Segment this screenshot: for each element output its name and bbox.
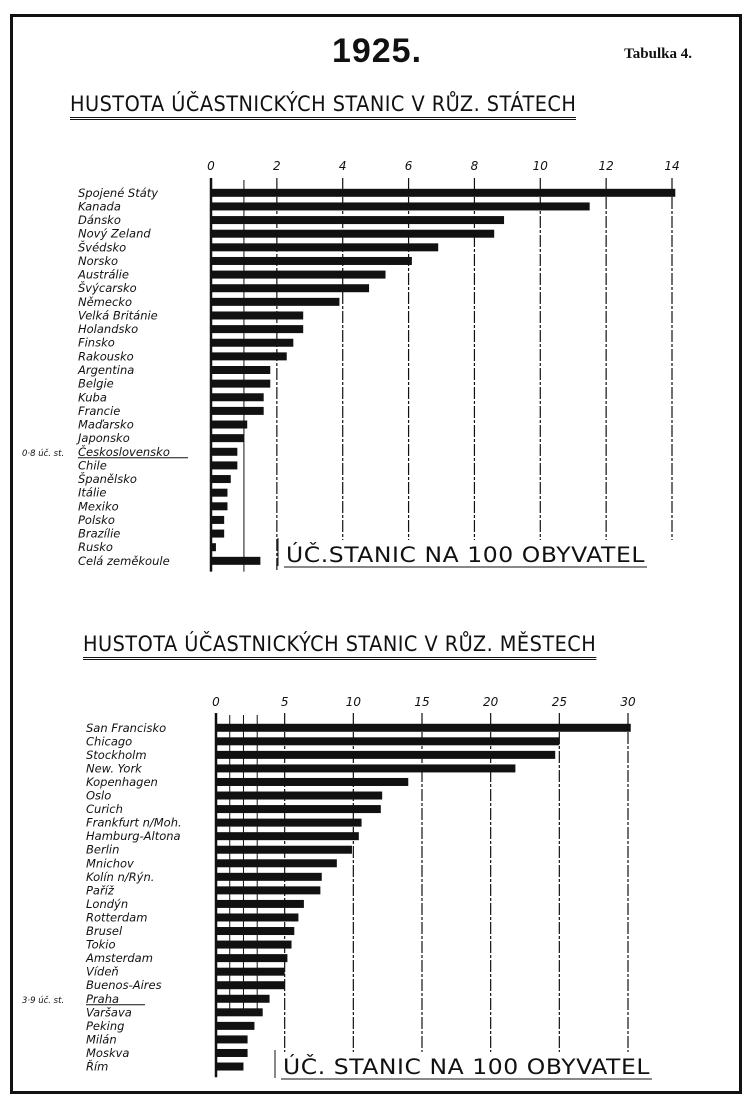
bar — [211, 325, 303, 333]
category-label: Londýn — [86, 896, 129, 911]
category-label: Rotterdam — [86, 910, 148, 925]
category-label: Maďarsko — [78, 417, 134, 432]
bar — [211, 543, 216, 551]
bar — [211, 230, 494, 238]
category-label: Holandsko — [78, 322, 139, 337]
category-label: Kopenhagen — [86, 774, 158, 789]
bar — [216, 873, 322, 881]
category-label: Velká Británie — [78, 308, 158, 323]
bar — [211, 366, 270, 374]
tick-label: 14 — [664, 159, 680, 173]
tick-label: 10 — [345, 695, 361, 709]
category-label: Stockholm — [86, 747, 147, 762]
bar — [211, 202, 590, 210]
bar — [216, 1008, 263, 1016]
bar — [211, 407, 264, 415]
bar — [216, 859, 337, 867]
bar — [216, 1049, 248, 1057]
bar — [211, 434, 244, 442]
bar — [216, 900, 304, 908]
bar — [216, 954, 287, 962]
bar — [216, 886, 320, 894]
bar — [211, 257, 412, 265]
chart-title-cities: HUSTOTA ÚČASTNICKÝCH STANIC V RŮZ. MĚSTECH — [83, 632, 596, 660]
category-label: Belgie — [78, 376, 114, 391]
category-label: Rakousko — [78, 349, 134, 364]
table-label: Tabulka 4. — [624, 46, 692, 62]
bar — [216, 832, 359, 840]
bar — [211, 311, 303, 319]
category-label: Curich — [86, 802, 123, 817]
tick-label: 25 — [551, 695, 567, 709]
bar — [216, 1035, 248, 1043]
category-label: Československo — [78, 444, 170, 459]
category-label: Francie — [78, 403, 121, 418]
category-label: Buenos-Aires — [86, 978, 162, 993]
category-label: Švédsko — [78, 240, 127, 255]
category-label: Řím — [86, 1059, 109, 1074]
bar — [216, 981, 285, 989]
bar — [211, 339, 293, 347]
tick-label: 5 — [280, 695, 289, 709]
unit-label: ÚČ. STANIC NA 100 OBYVATEL — [283, 1055, 612, 1079]
bar — [216, 737, 559, 745]
bar — [211, 475, 231, 483]
category-label: Praha — [86, 991, 120, 1006]
category-label: Dánsko — [78, 213, 121, 228]
bar — [211, 271, 386, 279]
bar — [216, 819, 362, 827]
category-label: Vídeň — [86, 964, 119, 979]
value-annotation: 3·9 úč. st. — [22, 995, 65, 1006]
category-label: Berlin — [86, 842, 120, 857]
tick-label: 12 — [598, 159, 614, 173]
bar — [216, 941, 292, 949]
category-label: Peking — [86, 1018, 125, 1033]
category-label: Norsko — [78, 253, 119, 268]
category-label: Celá zeměkoule — [78, 553, 170, 568]
bar — [216, 1022, 254, 1030]
bar — [211, 530, 224, 538]
category-label: Amsterdam — [86, 951, 153, 966]
bar — [216, 764, 515, 772]
bar — [211, 502, 227, 510]
bar — [216, 1063, 243, 1071]
category-label: Spojené Státy — [78, 185, 159, 200]
bar — [211, 421, 247, 429]
value-annotation: 0·8 úč. st. — [22, 448, 65, 459]
bar — [211, 393, 264, 401]
bar — [216, 913, 298, 921]
category-label: Rusko — [78, 540, 113, 555]
tick-label: 2 — [273, 159, 281, 173]
bar — [211, 284, 369, 292]
category-label: Japonsko — [78, 431, 130, 446]
category-label: San Francisko — [86, 720, 167, 735]
bar — [211, 189, 675, 197]
category-label: Španělsko — [78, 472, 137, 487]
category-label: Finsko — [78, 335, 115, 350]
bar — [216, 751, 555, 759]
bar — [211, 216, 504, 224]
category-label: Moskva — [86, 1045, 130, 1060]
category-label: Brazílie — [78, 526, 121, 541]
tick-label: 20 — [483, 695, 499, 709]
bar — [211, 243, 438, 251]
bar — [216, 927, 294, 935]
category-label: Chicago — [86, 734, 133, 749]
bar — [216, 724, 631, 732]
category-label: Kanada — [78, 199, 121, 214]
bar — [211, 557, 260, 565]
category-label: Austrálie — [78, 267, 129, 282]
tick-label: 4 — [338, 159, 347, 173]
bar — [216, 995, 270, 1003]
chart-title-states: HUSTOTA ÚČASTNICKÝCH STANIC V RŮZ. STÁTECH — [70, 92, 576, 120]
tick-label: 0 — [212, 695, 220, 709]
category-label: Chile — [78, 458, 107, 473]
category-label: Paříž — [86, 883, 114, 898]
category-label: Hamburg-Altona — [86, 829, 181, 844]
bar — [216, 805, 381, 813]
category-label: Mnichov — [86, 856, 134, 871]
category-label: Nový Zeland — [78, 226, 151, 241]
bar — [211, 352, 287, 360]
bar — [216, 792, 382, 800]
category-label: Brusel — [86, 924, 123, 939]
bar — [211, 461, 237, 469]
tick-label: 15 — [414, 695, 430, 709]
category-label: Německo — [78, 294, 132, 309]
category-label: Frankfurt n/Moh. — [86, 815, 182, 830]
bar — [216, 778, 408, 786]
tick-label: 30 — [620, 695, 636, 709]
bar — [211, 516, 224, 524]
category-label: New. York — [86, 761, 142, 776]
tick-label: 0 — [207, 159, 215, 173]
bar — [211, 489, 227, 497]
category-label: Milán — [86, 1032, 117, 1047]
tick-label: 6 — [404, 159, 413, 173]
category-label: Itálie — [78, 485, 107, 500]
bar — [216, 846, 352, 854]
category-label: Varšava — [86, 1005, 132, 1020]
tick-label: 8 — [470, 159, 479, 173]
category-label: Mexiko — [78, 499, 119, 514]
category-label: Tokio — [86, 937, 116, 952]
bar — [216, 968, 285, 976]
unit-label: ÚČ.STANIC NA 100 OBYVATEL — [286, 543, 608, 567]
bar — [211, 448, 237, 456]
year-heading: 1925. — [331, 32, 423, 70]
bar — [211, 380, 270, 388]
category-label: Kolín n/Rýn. — [86, 869, 155, 884]
category-label: Kuba — [78, 390, 107, 405]
category-label: Švýcarsko — [78, 281, 137, 296]
tick-label: 10 — [532, 159, 548, 173]
category-label: Polsko — [78, 512, 115, 527]
bar — [211, 298, 339, 306]
category-label: Oslo — [86, 788, 112, 803]
category-label: Argentina — [78, 363, 135, 378]
